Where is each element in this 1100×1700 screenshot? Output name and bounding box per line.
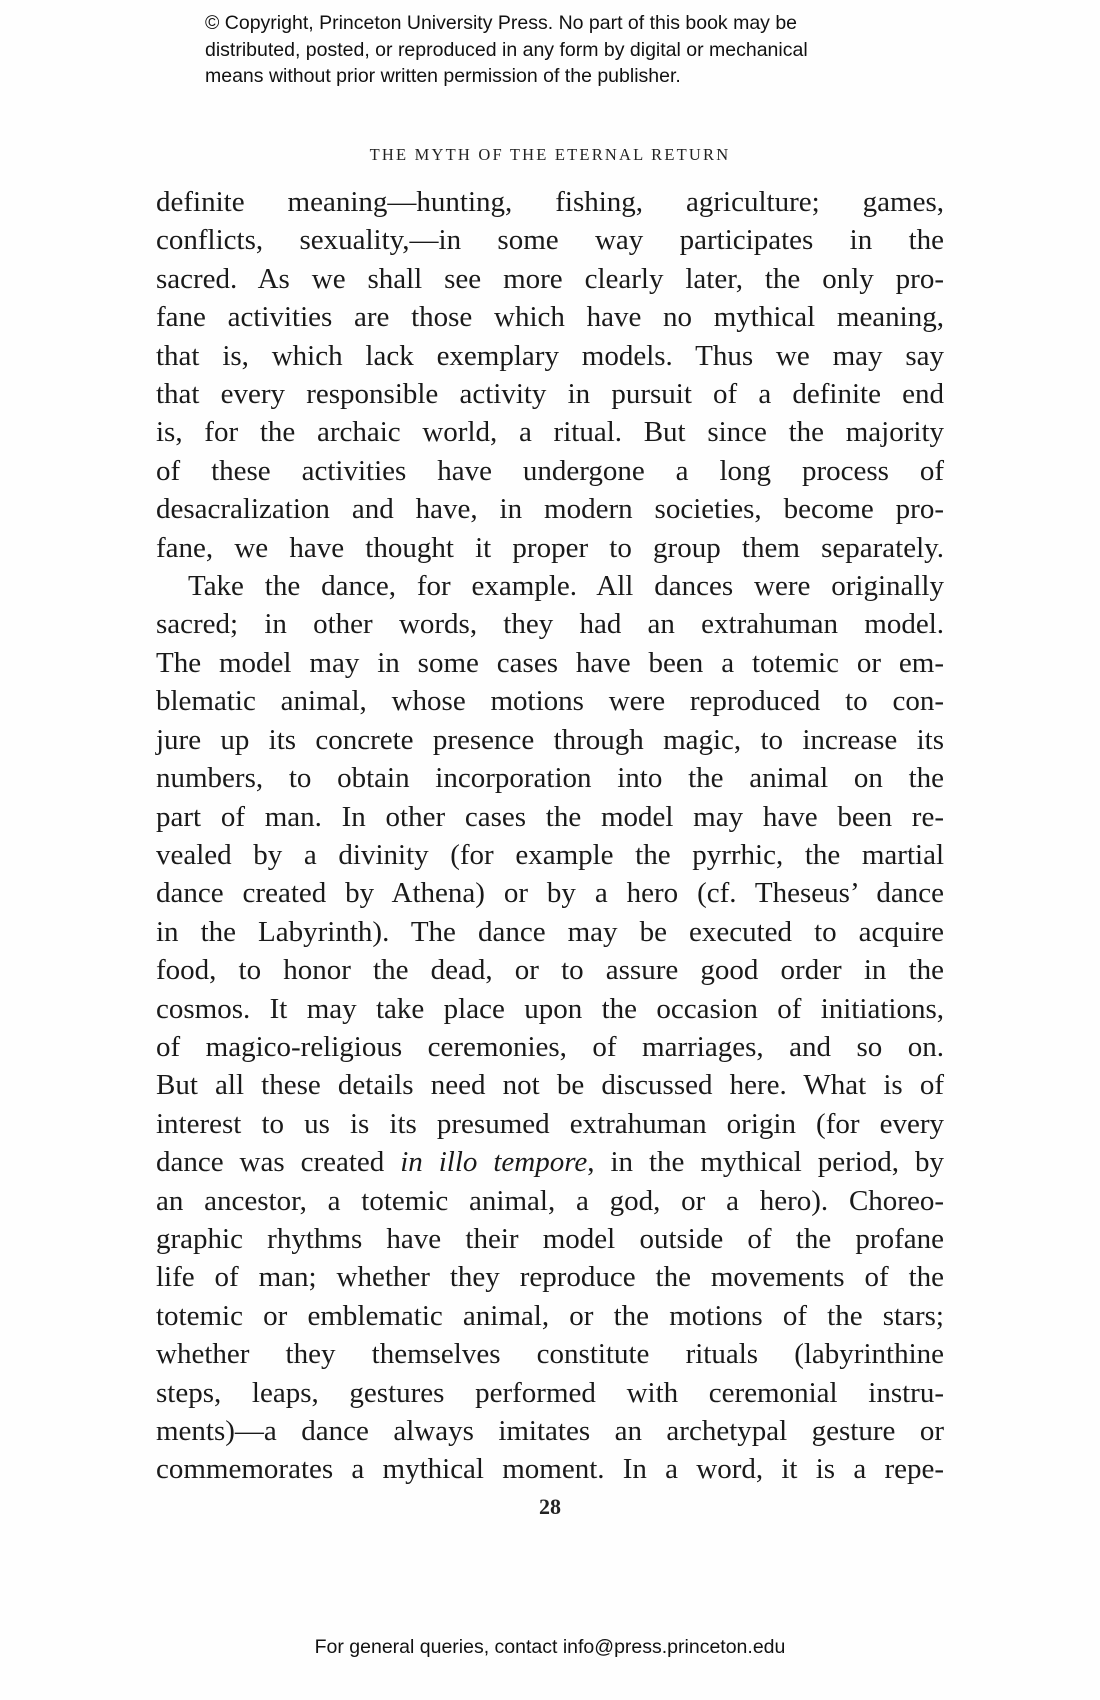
italic-phrase: in illo tempore [400,1146,588,1179]
text-line: sacred; in other words, they had an extrahuman model. [156,608,944,641]
text-line: steps, leaps, gestures performed with ceremonial instru- [156,1376,944,1409]
text-line: in the Labyrinth). The dance may be executed to acquire [156,915,944,948]
text-line: conflicts, sexuality,—in some way participates in the [156,224,944,257]
text-line: whether they themselves constitute rituals (labyrinthine [156,1338,944,1371]
text-line: commemorates a mythical moment. In a word, it is a repe- [156,1453,944,1486]
text-line: interest to us is its presumed extrahuman origin (for every [156,1107,944,1140]
copyright-line: distributed, posted, or reproduced in any form by digital or mechanical [205,38,808,61]
text-line: The model may in some cases have been a totemic or em- [156,646,944,679]
text-line: that is, which lack exemplary models. Thus we may say [156,339,944,372]
footer-contact: For general queries, contact info@press.princeton.edu [314,1636,786,1658]
text-line: sacred. As we shall see more clearly later, the only pro- [156,262,944,295]
text-line: food, to honor the dead, or to assure good order in the [156,954,944,987]
text-line: desacralization and have, in modern societies, become pro- [156,493,944,526]
text-line: definite meaning—hunting, fishing, agriculture; games, [156,186,944,218]
text-line: of magico-religious ceremonies, of marriages, and so on. [156,1030,944,1063]
copyright-line: © Copyright, Princeton University Press. No part of this book may be [205,12,798,34]
copyright-line: means without prior written permission of the publisher. [205,65,681,87]
text-line: But all these details need not be discussed here. What is of [156,1069,944,1102]
text-line: numbers, to obtain incorporation into the animal on the [156,762,944,795]
text-line: totemic or emblematic animal, or the motions of the stars; [156,1299,944,1332]
text-line: graphic rhythms have their model outside of the profane [156,1222,944,1255]
text-line: ments)—a dance always imitates an archetypal gesture or [156,1415,944,1447]
copyright-notice [205,10,925,90]
text-segment: , in the mythical period, by [587,1146,944,1179]
text-segment: dance was created [156,1146,401,1179]
text-line: an ancestor, a totemic animal, a god, or a hero). Choreo- [156,1184,944,1217]
text-line: blematic animal, whose motions were reproduced to con- [156,685,944,718]
text-line: life of man; whether they reproduce the movements of the [156,1261,944,1294]
text-line: Take the dance, for example. All dances were originally [188,570,944,603]
text-line: fane, we have thought it proper to group them separately. [156,531,944,564]
body-text [156,183,944,1489]
text-line: of these activities have undergone a long process of [156,454,944,487]
text-line [156,1143,944,1181]
page-number: 28 [539,1494,561,1519]
text-line: that every responsible activity in pursuit of a definite end [156,378,944,411]
text-line: dance created by Athena) or by a hero (cf. Theseus’ dance [156,877,944,910]
text-line: fane activities are those which have no mythical meaning, [156,301,944,334]
text-line: cosmos. It may take place upon the occasion of initiations, [156,992,944,1025]
text-line: vealed by a divinity (for example the pyrrhic, the martial [156,838,944,871]
text-line: jure up its concrete presence through magic, to increase its [156,723,944,756]
running-head: THE MYTH OF THE ETERNAL RETURN [369,145,731,164]
text-line: part of man. In other cases the model may have been re- [156,800,944,833]
text-line: is, for the archaic world, a ritual. But since the majority [156,416,944,449]
